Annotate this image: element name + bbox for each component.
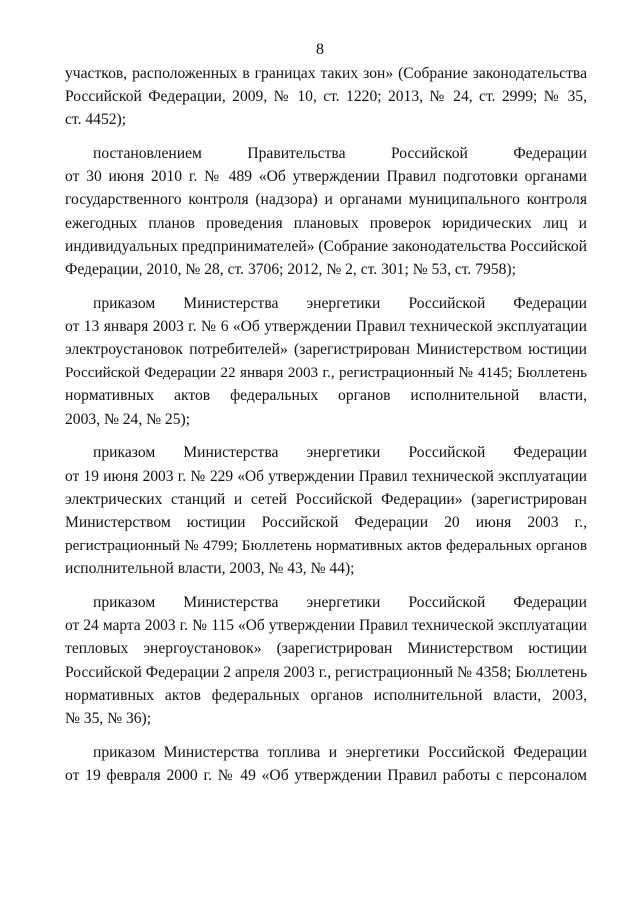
text-line: № 35, № 36); [65, 709, 152, 727]
text-line: приказом Министерства энергетики Российской Федерации [93, 593, 587, 611]
paragraph [65, 741, 587, 787]
text-line: государственного контроля (надзора) и органами муниципального контроля [65, 191, 587, 209]
text-line: нормативных актов федеральных органов исполнительной власти, [65, 387, 587, 405]
text-line: электрических станций и сетей Российской Федерации» (зарегистрирован [65, 490, 587, 508]
text-line: приказом Министерства энергетики Российской Федерации [93, 294, 587, 312]
text-line: от 19 февраля 2000 г. № 49 «Об утверждении Правил работы с персоналом [65, 766, 587, 784]
text-line: нормативных актов федеральных органов исполнительной власти, 2003, [65, 686, 587, 704]
text-line: Российской Федерации 2 апреля 2003 г., регистрационный № 4358; Бюллетень [65, 663, 588, 681]
paragraph [65, 292, 587, 431]
text-line: Российской Федерации 22 января 2003 г., регистрационный № 4145; Бюллетень [65, 364, 587, 382]
document-body [65, 62, 587, 787]
text-line: исполнительной власти, 2003, № 43, № 44); [65, 560, 355, 578]
text-line: участков, расположенных в границах таких зон» (Собрание законодательства [65, 65, 587, 82]
text-line: от 13 января 2003 г. № 6 «Об утверждении Правил технической эксплуатации [65, 317, 587, 335]
text-line: регистрационный № 4799; Бюллетень нормативных актов федеральных органов [65, 537, 587, 555]
paragraph [65, 441, 587, 580]
text-line: 2003, № 24, № 25); [65, 410, 191, 428]
text-line: Российской Федерации, 2009, № 10, ст. 1220; 2013, № 24, ст. 2999; № 35, [65, 88, 587, 106]
text-line: ст. 4452); [65, 111, 127, 129]
text-line: Федерации, 2010, № 28, ст. 3706; 2012, № 2, ст. 301; № 53, ст. 7958); [65, 261, 516, 278]
text-line: постановлением Правительства Российской Федерации [93, 145, 587, 163]
paragraph [65, 591, 587, 730]
paragraph [65, 62, 587, 132]
text-line: от 24 марта 2003 г. № 115 «Об утверждении Правил технической эксплуатации [65, 617, 587, 635]
paragraph [65, 142, 587, 281]
text-line: от 30 июня 2010 г. № 489 «Об утверждении Правил подготовки органами [65, 168, 587, 186]
text-line: индивидуальных предпринимателей» (Собрание законодательства Российской [65, 237, 587, 255]
text-line: Министерством юстиции Российской Федерации 20 июня 2003 г., [65, 513, 587, 531]
page-number: 8 [316, 41, 324, 58]
text-line: приказом Министерства энергетики Российской Федерации [93, 444, 587, 462]
text-line: тепловых энергоустановок» (зарегистрирован Министерством юстиции [65, 640, 587, 658]
text-line: от 19 июня 2003 г. № 229 «Об утверждении Правил технической эксплуатации [65, 467, 587, 485]
text-line: приказом Министерства топлива и энергетики Российской Федерации [93, 743, 587, 761]
text-line: ежегодных планов проведения плановых проверок юридических лиц и [65, 214, 587, 232]
text-line: электроустановок потребителей» (зарегистрирован Министерством юстиции [65, 341, 587, 359]
